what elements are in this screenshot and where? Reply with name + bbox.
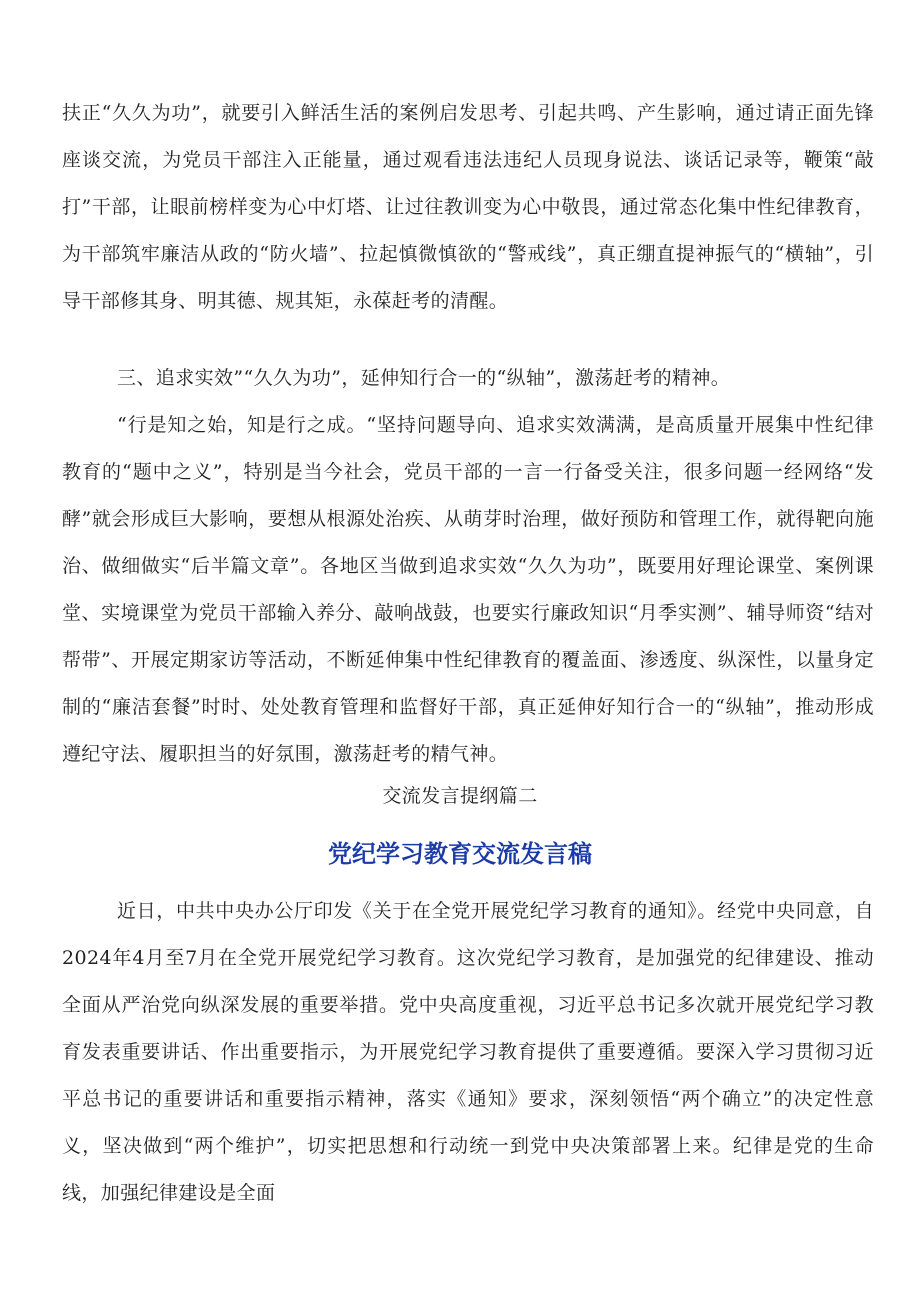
article-subheading: 交流发言提纲篇二 (382, 785, 538, 807)
article-title: 党纪学习教育交流发言稿 (328, 840, 592, 868)
body-paragraph-practice: “行是知之始，知是行之成。“坚持问题导向、追求实效满满，是高质量开展集中性纪律教育的“题中之义”，特别是当今社会，党员干部的一言一行备受关注，很多问题一经网络“发酵”就会形成巨大影响，要想从根源处治疾、从萌芽时治理，做好预防和管理工作，就得靶向施治、做细做实“后半篇文章”。各地区当做到追求实效“久久为功”，既要用好理论课堂、案例课堂、实境课堂为党员干部输入养分、敲响战鼓，也要实行廉政知识“月季实测”、辅导师资“结对帮带”、开展定期家访等活动，不断延伸集中性纪律教育的覆盖面、渗透度、纵深性，以量身定制的“廉洁套餐”时时、处处教育管理和监督好干部，真正延伸好知行合一的“纵轴”，推动形成遵纪守法、履职担当的好氛围，激荡赶考的精气神。 (62, 414, 874, 765)
body-paragraph-continuation: 扶正“久久为功”，就要引入鲜活生活的案例启发思考、引起共鸣、产生影响，通过请正面先锋座谈交流，为党员干部注入正能量，通过观看违法违纪人员现身说法、谈话记录等，鞭策“敲打”干部，让眼前榜样变为心中灯塔、让过往教训变为心中敬畏，通过常态化集中性纪律教育，为干部筑牢廉洁从政的“防火墙”、拉起慎微慎欲的“警戒线”，真正绷直提神振气的“横轴”，引导干部修其身、明其德、规其矩，永葆赶考的清醒。 (62, 102, 874, 312)
section-heading-three: 三、追求实效”“久久为功”，延伸知行合一的“纵轴”，激荡赶考的精神。 (117, 367, 731, 389)
body-paragraph-intro: 近日，中共中央办公厅印发《关于在全党开展党纪学习教育的通知》。经党中央同意，自2024年4月至7月在全党开展党纪学习教育。这次党纪学习教育，是加强党的纪律建设、推动全面从严治党向纵深发展的重要举措。党中央高度重视，习近平总书记多次就开展党纪学习教育发表重要讲话、作出重要指示，为开展党纪学习教育提供了重要遵循。要深入学习贯彻习近平总书记的重要讲话和重要指示精神，落实《通知》要求，深刻领悟“两个确立”的决定性意义，坚决做到“两个维护”，切实把思想和行动统一到党中央决策部署上来。纪律是党的生命线，加强纪律建设是全面 (62, 900, 874, 1204)
